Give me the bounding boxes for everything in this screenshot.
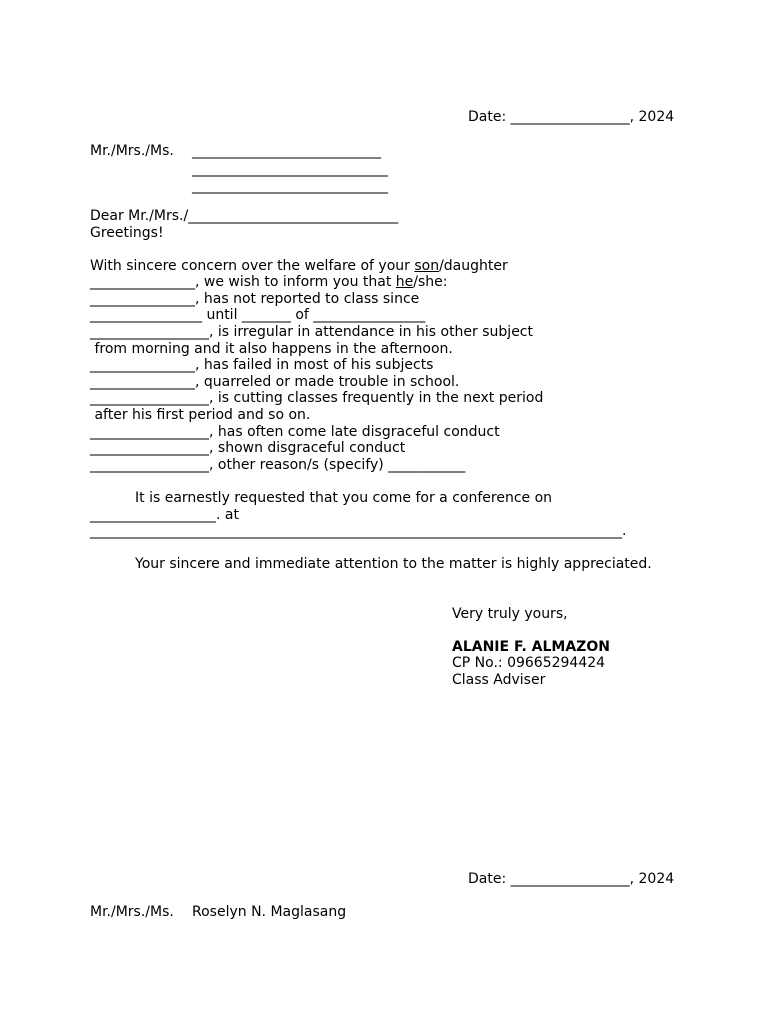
inform-line — [90, 274, 448, 291]
irregular-cont-line: from morning and it also happens in the afternoon. — [90, 341, 453, 357]
intro-before: With sincere concern over the welfare of your — [90, 258, 415, 274]
conference-date-line: __________________. at — [90, 507, 239, 523]
second-date-line: Date: _________________, 2024 — [468, 871, 675, 887]
second-recipient-name: Roselyn N. Maglasang — [192, 904, 347, 920]
address-line: ____________________________ — [192, 178, 388, 194]
dear-blank: ______________________________ — [188, 208, 399, 224]
quarreled-line: _______________, quarreled or made trouble in school. — [90, 374, 460, 390]
inform-after: /she: — [413, 274, 448, 290]
late-line: _________________, has often come late disgraceful conduct — [90, 424, 500, 440]
conference-line: It is earnestly requested that you come for a conference on — [135, 490, 553, 506]
signer-title: Class Adviser — [452, 672, 546, 688]
closing: Very truly yours, — [452, 606, 568, 622]
other-reason-line: _________________, other reason/s (specify) ___________ — [90, 457, 466, 473]
dear-line — [90, 208, 398, 225]
not-reported-line: _______________, has not reported to class since — [90, 291, 420, 307]
cutting-line: _________________, is cutting classes frequently in the next period — [90, 390, 544, 406]
intro-after: /daughter — [439, 258, 508, 274]
cutting-cont-line: after his first period and so on. — [90, 407, 311, 423]
intro-line — [90, 258, 508, 275]
disgraceful-line: _________________, shown disgraceful conduct — [90, 440, 406, 456]
irregular-line: _________________, is irregular in attendance in his other subject — [90, 324, 533, 340]
signer-cp: CP No.: 09665294424 — [452, 655, 606, 671]
address-line: ____________________________ — [192, 161, 388, 177]
intro-son: son — [414, 258, 440, 274]
inform-he: he — [395, 274, 414, 290]
attention-line: Your sincere and immediate attention to the matter is highly appreciated. — [135, 556, 652, 572]
inform-blank: _______________ — [90, 274, 195, 290]
greetings: Greetings! — [90, 225, 164, 241]
address-line: ___________________________ — [192, 143, 381, 159]
dear-prefix: Dear Mr./Mrs./ — [90, 208, 189, 224]
signer-name: ALANIE F. ALMAZON — [452, 639, 610, 655]
until-line: ________________ until _______ of ________________ — [90, 307, 426, 323]
conference-place-line: ____________________________________________________________________________. — [90, 523, 627, 539]
inform-before: , we wish to inform you that — [195, 274, 396, 290]
date-line: Date: _________________, 2024 — [468, 109, 675, 125]
salutation-prefix: Mr./Mrs./Ms. — [90, 143, 174, 159]
second-salutation-prefix: Mr./Mrs./Ms. — [90, 904, 174, 920]
failed-line: _______________, has failed in most of his subjects — [90, 357, 434, 373]
